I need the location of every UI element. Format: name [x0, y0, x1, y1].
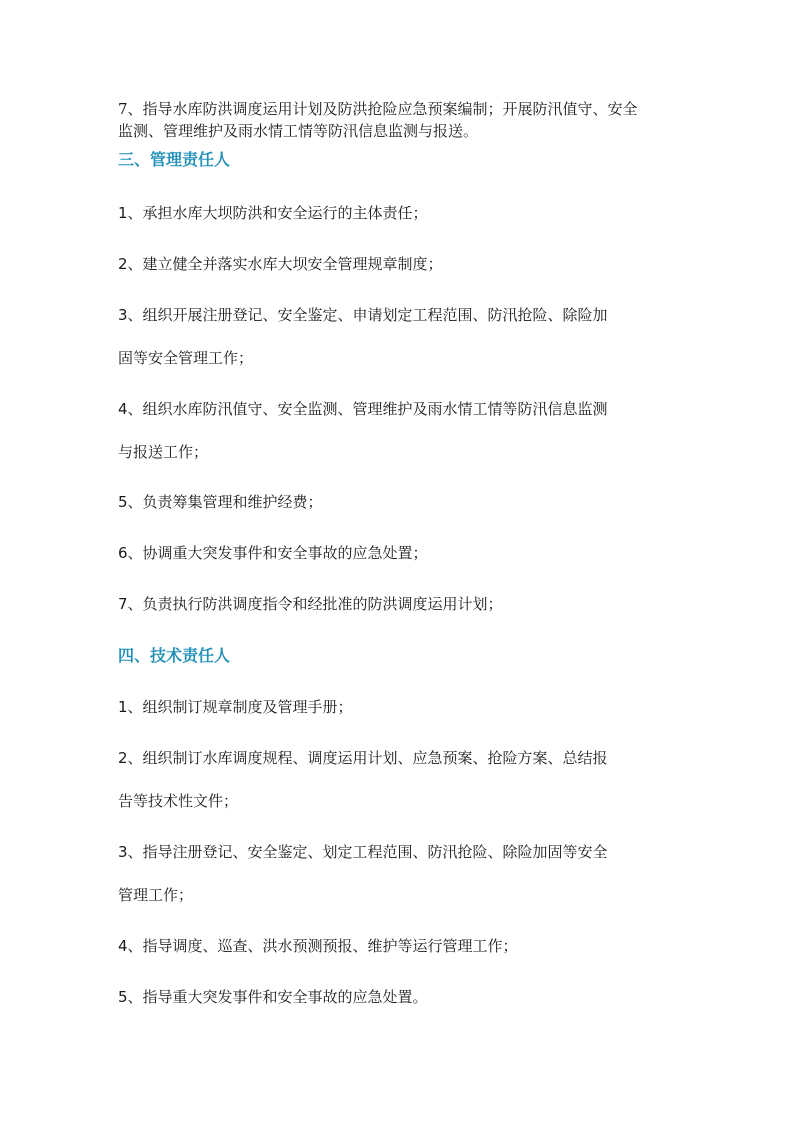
- technical-item-2-line-1: 2、组织制订水库调度规程、调度运用计划、应急预案、抢险方案、总结报: [118, 749, 608, 767]
- management-item-3-line-2: 固等安全管理工作；: [118, 349, 254, 367]
- management-item-1: 1、承担水库大坝防洪和安全运行的主体责任；: [118, 204, 428, 222]
- technical-item-1: 1、组织制订规章制度及管理手册；: [118, 698, 353, 716]
- technical-item-4: 4、指导调度、巡查、洪水预测预报、维护等运行管理工作；: [118, 937, 518, 955]
- management-item-7: 7、负责执行防洪调度指令和经批准的防洪调度运用计划；: [118, 595, 503, 613]
- management-item-2: 2、建立健全并落实水库大坝安全管理规章制度；: [118, 255, 443, 273]
- section-heading-technical: 四、技术责任人: [118, 646, 231, 665]
- intro-line-1: 7、指导水库防洪调度运用计划及防洪抢险应急预案编制；开展防汛值守、安全: [118, 100, 638, 118]
- management-item-4-line-1: 4、组织水库防汛值守、安全监测、管理维护及雨水情工情等防汛信息监测: [118, 400, 608, 418]
- intro-line-2: 监测、管理维护及雨水情工情等防汛信息监测与报送。: [118, 122, 479, 140]
- management-item-6: 6、协调重大突发事件和安全事故的应急处置；: [118, 544, 428, 562]
- management-item-5: 5、负责筹集管理和维护经费；: [118, 493, 323, 511]
- management-item-3-line-1: 3、组织开展注册登记、安全鉴定、申请划定工程范围、防汛抢险、除险加: [118, 306, 608, 324]
- technical-item-3-line-2: 管理工作；: [118, 886, 194, 904]
- technical-item-3-line-1: 3、指导注册登记、安全鉴定、划定工程范围、防汛抢险、除险加固等安全: [118, 843, 608, 861]
- technical-item-5: 5、指导重大突发事件和安全事故的应急处置。: [118, 988, 428, 1006]
- section-heading-management: 三、管理责任人: [118, 150, 231, 169]
- management-item-4-line-2: 与报送工作；: [118, 443, 209, 461]
- technical-item-2-line-2: 告等技术性文件；: [118, 792, 239, 810]
